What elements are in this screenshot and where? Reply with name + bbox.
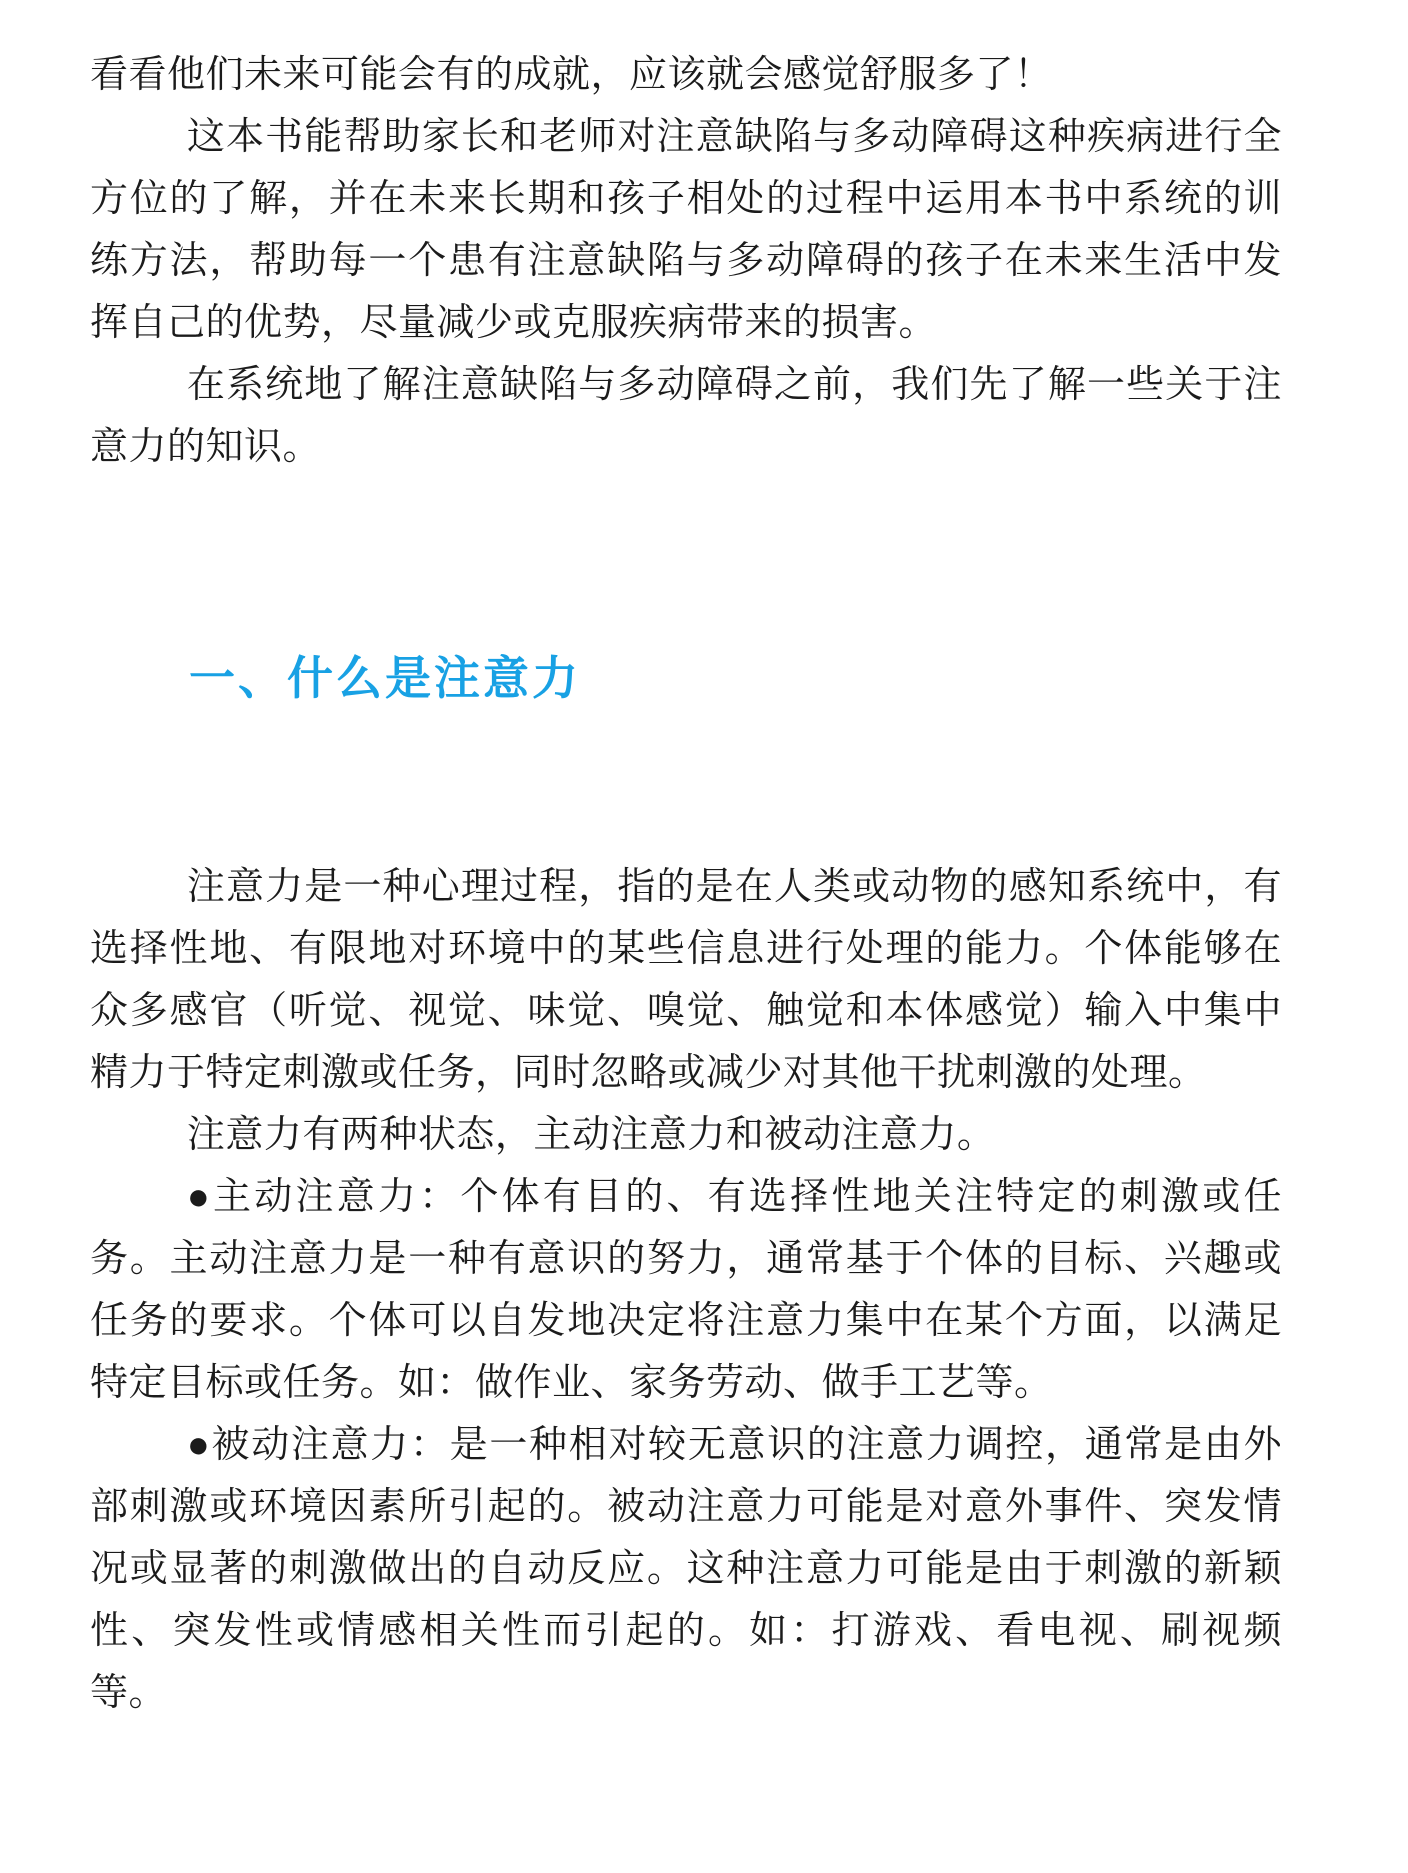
paragraph-transition: 在系统地了解注意缺陷与多动障碍之前，我们先了解一些关于注意力的知识。 xyxy=(90,364,1282,468)
paragraph-attention-definition: 注意力是一种心理过程，指的是在人类或动物的感知系统中，有选择性地、有限地对环境中的某些信息进行处理的能力。个体能够在众多感官（听觉、视觉、味觉、嗅觉、触觉和本体感觉）输入中集中精力于特定刺激或任务，同时忽略或减少对其他干扰刺激的处理。 xyxy=(90,866,1282,1094)
paragraph-book-purpose: 这本书能帮助家长和老师对注意缺陷与多动障碍这种疾病进行全方位的了解，并在未来长期和孩子相处的过程中运用本书中系统的训练方法，帮助每一个患有注意缺陷与多动障碍的孩子在未来生活中发挥自己的优势，尽量减少或克服疾病带来的损害。 xyxy=(90,116,1282,344)
bullet-paragraph-passive-attention: ●被动注意力：是一种相对较无意识的注意力调控，通常是由外部刺激或环境因素所引起的。被动注意力可能是对意外事件、突发情况或显著的刺激做出的自动反应。这种注意力可能是由于刺激的新颖性、突发性或情感相关性而引起的。如：打游戏、看电视、刷视频等。 xyxy=(90,1424,1282,1714)
section-heading-what-is-attention: 一、什么是注意力 xyxy=(189,652,581,704)
paragraph-attention-two-states: 注意力有两种状态，主动注意力和被动注意力。 xyxy=(186,1114,996,1156)
paragraph-continuation: 看看他们未来可能会有的成就，应该就会感觉舒服多了！ xyxy=(90,54,1053,96)
bullet-paragraph-active-attention: ●主动注意力：个体有目的、有选择性地关注特定的刺激或任务。主动注意力是一种有意识的努力，通常基于个体的目标、兴趣或任务的要求。个体可以自发地决定将注意力集中在某个方面，以满足特定目标或任务。如：做作业、家务劳动、做手工艺等。 xyxy=(90,1176,1282,1404)
